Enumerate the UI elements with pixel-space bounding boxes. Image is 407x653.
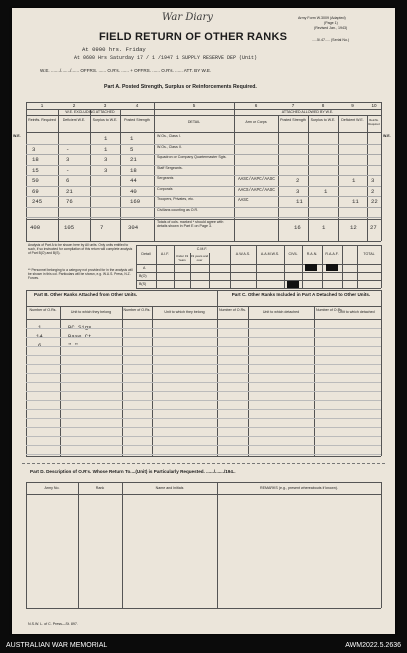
page-number: (Page 1)	[324, 21, 338, 25]
form-number: Army Form W.3009 (Adapted)	[298, 16, 346, 20]
row-cell-c1: 69	[32, 187, 39, 195]
analysis-col: C.M.F.	[196, 247, 208, 251]
col-number: 5	[192, 103, 196, 108]
row-cell-c3: 3	[104, 166, 108, 174]
row-cell-c1: 15	[32, 166, 39, 174]
time-line: At 0900 hrs. Friday	[82, 46, 146, 53]
row-detail: W.Os., Class II.	[157, 144, 182, 149]
row-cell-c2: 76	[66, 198, 73, 205]
row-cell-c7: 3	[296, 187, 300, 195]
row-cell-c9: 11	[352, 198, 359, 205]
part-d-title: Part D. Description of O.R's. Whose Return To....(Unit) is Particularly Requested. ....../......./194..	[30, 469, 236, 474]
row-cell-c6: AASC	[238, 198, 249, 203]
row-cell-c2: 21	[66, 187, 73, 195]
col-number: 7	[291, 103, 295, 108]
analysis-col: Under 19 Years	[175, 254, 189, 262]
analysis-col: Detail	[141, 252, 151, 256]
redaction-block	[305, 264, 317, 271]
col-header: Posted Strength	[124, 118, 150, 122]
part-b-count: 14	[36, 333, 43, 340]
analysis-col: A.I.F.	[160, 252, 170, 256]
row-cell-c4: 21	[130, 156, 137, 163]
col-header: Reinfts. Required	[28, 118, 56, 122]
col-header: Deficient W.E.	[62, 118, 86, 122]
row-cell-c6: AACS/AAPC/AASC	[238, 187, 275, 193]
row-cell-c7: 11	[296, 198, 303, 205]
analysis-col: CIVIL	[288, 252, 298, 256]
row-detail: Staff Sergeants.	[157, 165, 183, 170]
row-cell-c7: 2	[296, 177, 300, 184]
col-header: Surplus to W.E.	[310, 118, 336, 122]
total-c2: 105	[64, 224, 75, 231]
part-b-header: Number of O.Rs.	[123, 308, 151, 312]
part-c-header: Number of O.Rs.	[219, 308, 246, 312]
row-cell-c2: -	[66, 166, 70, 174]
analysis-note-2: ** Personnel belonging to a category not provided for in the analysis will be shown in this col. Particulars will be shown, e.g. W.U.S. Press, N.Z. Forces.	[28, 268, 133, 281]
row-cell-c4: 169	[130, 198, 141, 205]
part-d-col: Army No.	[44, 486, 60, 490]
analysis-row-label: A	[143, 266, 146, 270]
part-c-title: Part C. Other Ranks Included in Part A Detached to Other Units.	[231, 292, 371, 297]
part-a-title: Part A. Posted Strength, Surplus or Reinforcements Required.	[104, 84, 257, 90]
row-cell-c4: 40	[130, 187, 137, 195]
row-detail: W.Os., Class I.	[157, 134, 181, 138]
col-number: 3	[103, 103, 107, 108]
analysis-col: A.A.M.W.S.	[260, 252, 280, 256]
col-number: 10	[371, 103, 377, 108]
part-b-count: 6	[38, 342, 42, 349]
row-cell-c4: 1	[130, 135, 134, 142]
col-header: Reinfts. Required	[368, 118, 380, 126]
row-cell-c10: 3	[371, 177, 375, 184]
col-header: Posted Strength	[280, 118, 306, 122]
col-header: Surplus to W.E.	[92, 118, 118, 122]
side-mark-right: W.E.	[383, 134, 391, 138]
redaction-block	[326, 264, 338, 271]
total-c1: 400	[30, 224, 41, 231]
total-c3: 7	[100, 224, 104, 231]
analysis-col: A.W.A.S.	[235, 252, 251, 256]
row-cell-c4: 5	[130, 145, 134, 153]
row-detail: Civilians counting as O.R.	[157, 207, 199, 212]
redaction-block	[287, 281, 299, 288]
row-cell-c1: 245	[32, 198, 43, 205]
row-cell-c2: 3	[66, 156, 70, 163]
col-header: Deficient W.E.	[341, 118, 364, 122]
part-c-header: Unit to which detached	[338, 310, 375, 314]
group-header-attached: ATTACHED ALLOWED BY W.E.	[281, 110, 334, 114]
row-cell-c9: 1	[352, 177, 356, 184]
total-c4: 304	[128, 224, 139, 231]
row-cell-c10: 22	[371, 198, 378, 205]
revised-date: (Revised Jan., 1943)	[314, 26, 348, 30]
analysis-col: TOTAL	[363, 252, 375, 256]
handwritten-note: War Diary	[162, 12, 213, 23]
row-detail: Corporals	[157, 186, 173, 191]
total-detail: Totals of cols. marked * should agree with details shown in Part E on Page 3.	[157, 220, 224, 228]
part-b-header: Unit to which they belong	[70, 310, 112, 314]
analysis-row-label: B(S)	[139, 282, 147, 286]
row-cell-c8: 1	[324, 187, 328, 195]
serial-number: .....5/.47..... (Serial No.)	[312, 38, 350, 42]
row-detail: Troopers, Privates, etc.	[157, 197, 195, 201]
col-number: 6	[254, 103, 258, 108]
group-header-we: W.E. EXCLUDING ATTACHED	[65, 110, 115, 114]
row-cell-c2: 6	[66, 177, 70, 184]
col-number: 9	[351, 103, 354, 108]
form-title: FIELD RETURN OF OTHER RANKS	[99, 31, 288, 43]
col-header: DETAIL	[187, 120, 201, 124]
col-number: 8	[321, 103, 325, 108]
footer-institution: AUSTRALIAN WAR MEMORIAL	[6, 642, 108, 649]
row-cell-c2: -	[66, 145, 70, 153]
row-cell-c4: 18	[130, 166, 137, 174]
total-c8: 1	[322, 224, 326, 231]
part-b-unit: Base Ct.	[68, 333, 95, 340]
col-number: 2	[72, 103, 76, 108]
row-cell-c3: 1	[104, 145, 108, 153]
analysis-col: 19 years and over	[190, 254, 209, 262]
part-b-title: Part B. Other Ranks Attached from Other Units.	[34, 292, 138, 297]
part-b-count: 1	[38, 324, 42, 331]
we-line: W.E. ......./......./...... OFFRS. ...... O.R's. ...... + OFFRS. ...... O.R's. ...... ATT. BY W.E.	[40, 68, 212, 73]
part-b-unit: " "	[68, 342, 79, 349]
analysis-col: R.A.N.	[306, 252, 318, 256]
row-detail: Squadron or Company Quartermaster Sgts.	[157, 155, 227, 159]
row-cell-c6: AASC/AAPC/AASC	[238, 177, 275, 182]
total-c9: 12	[350, 224, 357, 231]
date-unit-line: At 0600 Hrs Saturday 17 / 1 /1947 1 SUPPLY RESERVE DEP (Unit)	[74, 55, 258, 61]
total-c7: 16	[294, 224, 301, 231]
part-b-unit: BC Sigs	[68, 324, 92, 331]
analysis-row-label: B(O)	[139, 274, 147, 278]
col-number: 1	[40, 103, 44, 108]
row-cell-c1: 3	[32, 145, 36, 153]
col-number: 4	[135, 103, 139, 108]
row-cell-c10: 2	[371, 187, 375, 195]
form-sheet	[12, 8, 395, 634]
total-c10: 27	[370, 224, 377, 231]
footer-accession: AWM2022.5.2636	[345, 642, 401, 649]
analysis-col: R.A.A.F.	[325, 252, 339, 256]
part-c-header: Number of O.Rs.	[316, 308, 343, 312]
col-header: Arm or Corps	[245, 120, 267, 124]
part-b-header: Number of O.Rs.	[29, 308, 57, 312]
side-mark-left: W.E.	[13, 134, 21, 138]
row-cell-c1: 18	[32, 156, 39, 163]
row-cell-c3: 3	[104, 156, 108, 163]
row-cell-c1: 50	[32, 177, 39, 184]
footer-bar	[0, 640, 407, 653]
row-cell-c3: 1	[104, 135, 108, 142]
part-d-col: Name and Initials	[155, 486, 184, 490]
part-c-header: Unit to which detached	[262, 310, 300, 314]
part-d-col: REMARKS (e.g., present whereabouts if known).	[260, 486, 338, 490]
part-b-header: Unit to which they belong	[164, 310, 205, 314]
row-cell-c4: 44	[130, 177, 137, 184]
analysis-note: Analysis of Part A to be shown here by All units. Only units entitled to such, if so instructed for compilation of this return will complete analysis of Part B(O) and B(S).	[28, 243, 133, 256]
row-detail: Sergeants	[157, 176, 174, 180]
print-note: N.S.W. L. of C. Press—St. 897.	[28, 622, 78, 626]
part-d-col: Rank	[95, 486, 105, 490]
